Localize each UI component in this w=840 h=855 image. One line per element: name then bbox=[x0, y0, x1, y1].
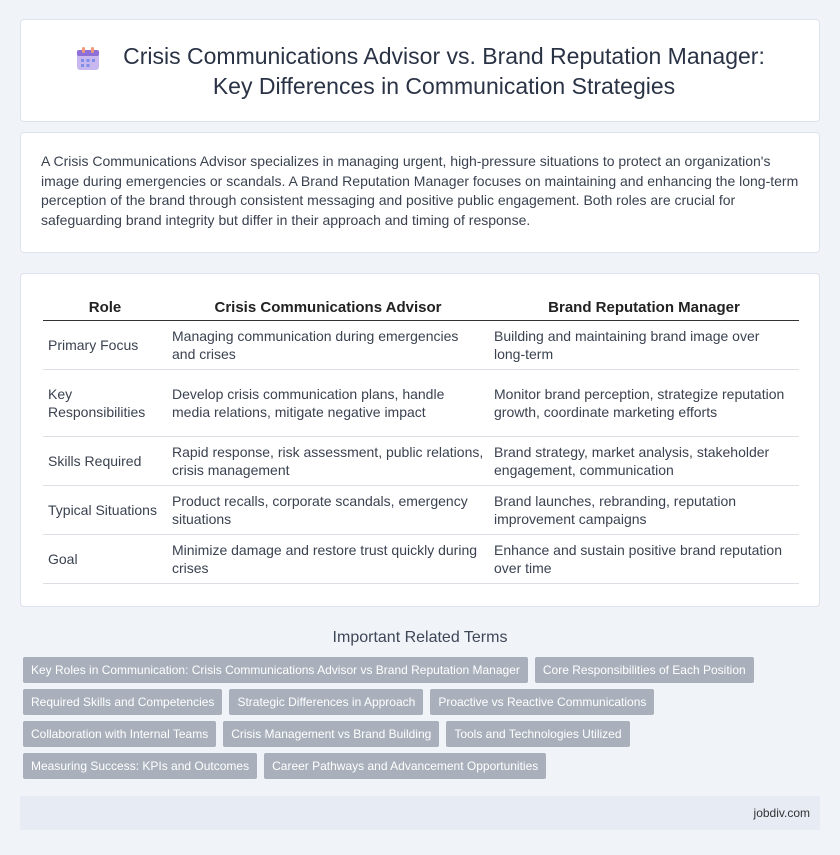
table-header-row bbox=[43, 293, 799, 321]
related-terms-title: Important Related Terms bbox=[332, 629, 508, 646]
row-label: Primary Focus bbox=[43, 321, 167, 370]
table-cell: Building and maintaining brand image over long-term bbox=[489, 321, 799, 370]
column-header-crisis-advisor: Crisis Communications Advisor bbox=[167, 293, 489, 321]
comparison-table bbox=[43, 293, 799, 584]
row-label: Key Responsibilities bbox=[43, 370, 167, 437]
row-label: Goal bbox=[43, 535, 167, 584]
table-cell: Brand strategy, market analysis, stakeholder engagement, communication bbox=[489, 437, 799, 486]
title-line-2: Key Differences in Communication Strategies bbox=[212, 72, 676, 99]
table-cell: Enhance and sustain positive brand reputation over time bbox=[489, 535, 799, 584]
row-label: Typical Situations bbox=[43, 486, 167, 535]
page-title bbox=[123, 41, 765, 101]
row-label: Skills Required bbox=[43, 437, 167, 486]
table-cell: Develop crisis communication plans, handle media relations, mitigate negative impact bbox=[167, 370, 489, 437]
related-tag[interactable]: Proactive vs Reactive Communications bbox=[430, 689, 654, 715]
related-tags bbox=[23, 657, 823, 785]
title-line-1: Crisis Communications Advisor vs. Brand Reputation Manager: bbox=[123, 42, 765, 69]
footer bbox=[20, 796, 820, 830]
table-row bbox=[43, 535, 799, 584]
related-tag[interactable]: Required Skills and Competencies bbox=[23, 689, 222, 715]
comparison-card bbox=[20, 273, 820, 607]
title-card bbox=[20, 19, 820, 122]
table-cell: Managing communication during emergencies and crises bbox=[167, 321, 489, 370]
related-tag[interactable]: Core Responsibilities of Each Position bbox=[535, 657, 754, 683]
table-cell: Product recalls, corporate scandals, emergency situations bbox=[167, 486, 489, 535]
related-tag[interactable]: Strategic Differences in Approach bbox=[229, 689, 423, 715]
footer-site-link[interactable]: jobdiv.com bbox=[753, 806, 810, 820]
related-tag[interactable]: Measuring Success: KPIs and Outcomes bbox=[23, 753, 257, 779]
table-cell: Brand launches, rebranding, reputation improvement campaigns bbox=[489, 486, 799, 535]
table-row bbox=[43, 486, 799, 535]
column-header-role: Role bbox=[43, 293, 167, 321]
table-cell: Monitor brand perception, strategize reputation growth, coordinate marketing efforts bbox=[489, 370, 799, 437]
column-header-brand-manager: Brand Reputation Manager bbox=[489, 293, 799, 321]
table-row bbox=[43, 370, 799, 437]
related-tag[interactable]: Key Roles in Communication: Crisis Communications Advisor vs Brand Reputation Manager bbox=[23, 657, 528, 683]
related-tag[interactable]: Collaboration with Internal Teams bbox=[23, 721, 216, 747]
table-row bbox=[43, 437, 799, 486]
related-tag[interactable]: Career Pathways and Advancement Opportunities bbox=[264, 753, 546, 779]
intro-card bbox=[20, 132, 820, 253]
table-cell: Minimize damage and restore trust quickly during crises bbox=[167, 535, 489, 584]
calendar-icon bbox=[75, 46, 101, 72]
table-row bbox=[43, 321, 799, 370]
table-cell: Rapid response, risk assessment, public relations, crisis management bbox=[167, 437, 489, 486]
related-tag[interactable]: Tools and Technologies Utilized bbox=[446, 721, 629, 747]
related-tag[interactable]: Crisis Management vs Brand Building bbox=[223, 721, 439, 747]
intro-paragraph: A Crisis Communications Advisor specializes in managing urgent, high-pressure situations to protect an organization's image during emergencies or scandals. A Brand Reputation Manager focuses on maintaining and enhancing the long-term perception of the brand through consistent messaging and positive public engagement. Both roles are crucial for safeguarding brand integrity but differ in their approach and timing of response. bbox=[41, 153, 799, 228]
